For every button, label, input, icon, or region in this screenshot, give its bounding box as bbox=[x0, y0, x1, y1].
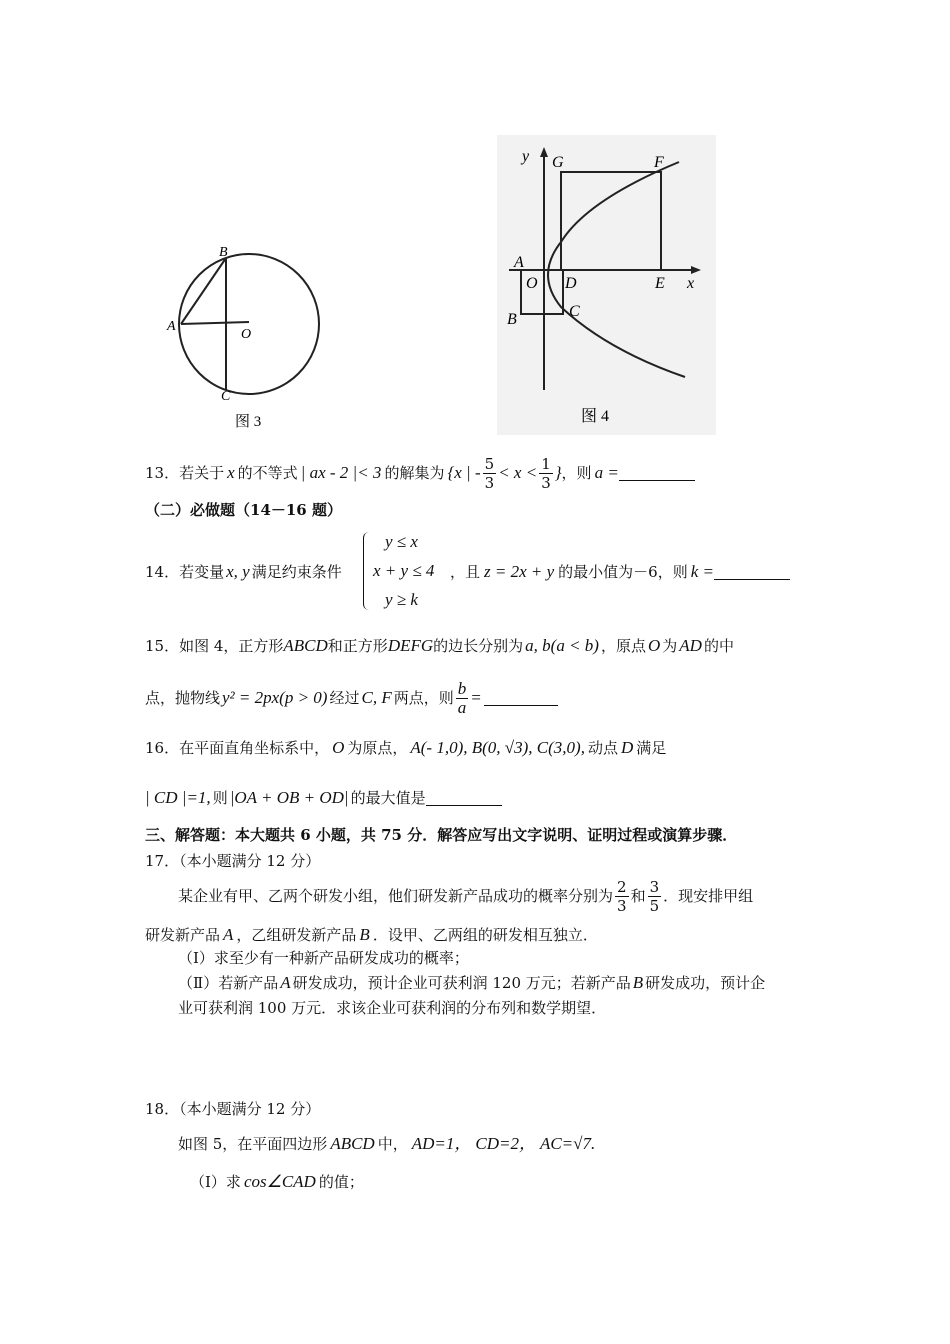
label-a: A bbox=[514, 254, 524, 271]
figure-3 bbox=[145, 238, 340, 438]
constraint-3: y ≥ k bbox=[385, 590, 418, 609]
constraint-2: x + y ≤ 4 bbox=[373, 561, 435, 580]
answer-blank-15[interactable] bbox=[484, 691, 558, 706]
constraint-1: y ≤ x bbox=[385, 532, 418, 551]
question-17-part-1: （Ⅰ）求至少有一种新产品研发成功的概率； bbox=[178, 949, 469, 967]
constraint-brace bbox=[363, 532, 372, 610]
answer-blank-14[interactable] bbox=[714, 565, 790, 580]
label-o: O bbox=[526, 275, 538, 292]
section-2-heading: （二）必做题（14－16 题） bbox=[145, 501, 342, 519]
label-b: B bbox=[507, 311, 517, 328]
y-axis-arrow bbox=[540, 147, 548, 157]
fraction-2-3: $\frac{2}{3}$ bbox=[617, 877, 627, 915]
question-17-line-2: 研发新产品 A ，乙组研发新产品 B ．设甲、乙两组的研发相互独立． bbox=[145, 925, 598, 944]
label-g: G bbox=[552, 154, 564, 171]
fraction-3-5: $\frac{3}{5}$ bbox=[649, 877, 660, 915]
vector-sum: |OA + OB + OD| bbox=[229, 788, 349, 807]
label-c: C bbox=[569, 303, 580, 320]
question-17-part-2: （Ⅱ）若新产品 A 研发成功，预计企业可获利润 120 万元；若新产品 B 研发成功，预计企 bbox=[178, 973, 766, 992]
question-17-header: 17．（本小题满分 12 分） bbox=[145, 852, 321, 870]
question-17-part-2-cont: 业可获利润 100 万元．求该企业可获利润的分布列和数学期望． bbox=[178, 999, 607, 1017]
question-14: 14．若变量 x, y 满足约束条件 y ≤ x x + y ≤ 4 y ≥ k ，且 z = 2x + y 的最小值为－6，则 k = bbox=[145, 530, 825, 614]
radius-ao bbox=[181, 322, 249, 324]
question-18-line-1: 如图 5，在平面四边形 ABCD 中， AD=1， CD=2， AC=√7. bbox=[178, 1134, 596, 1153]
circle-diagram bbox=[145, 238, 340, 438]
label-x: x bbox=[687, 275, 695, 292]
label-a: A bbox=[167, 319, 176, 334]
label-e: E bbox=[655, 275, 665, 292]
fraction-1-3: $\frac{1}{3}$ bbox=[541, 454, 551, 492]
question-17-line-1: 某企业有甲、乙两个研发小组，他们研发新产品成功的概率分别为 $\frac{2}{3}$ 和 $\frac{3}{5}$ ．现安排甲组 bbox=[178, 877, 754, 915]
label-y: y bbox=[522, 148, 530, 165]
answer-blank-16[interactable] bbox=[426, 791, 502, 806]
figure-4-caption: 图 4 bbox=[581, 408, 610, 425]
fraction-b-a: $\frac{b}{a}$ bbox=[457, 678, 467, 717]
question-16-line-1: 16．在平面直角坐标系中， O 为原点， A(- 1,0), B(0, √3), C(3,0), 动点 D 满足 bbox=[145, 738, 667, 757]
figure-4 bbox=[497, 135, 716, 435]
question-13: 13．若关于 x 的不等式 | ax - 2 |< 3 的解集为 {x | - $\frac{5}{3}$ < x < $\frac{1}{3}$ } ，则 a = bbox=[145, 452, 695, 494]
label-d: D bbox=[565, 275, 577, 292]
question-15-line-2: 点，抛物线 y² = 2px(p > 0) 经过 C, F 两点，则 $\frac{b}{a}$ = bbox=[145, 676, 558, 720]
label-b: B bbox=[219, 245, 228, 260]
section-3-heading: 三、解答题：本大题共 6 小题，共 75 分．解答应写出文字说明、证明过程或演算步骤． bbox=[145, 826, 738, 844]
fraction-5-3: $\frac{5}{3}$ bbox=[484, 454, 495, 492]
label-c: C bbox=[221, 389, 231, 404]
label-f: F bbox=[654, 154, 664, 171]
square-defg bbox=[561, 172, 661, 270]
question-15-line-1: 15．如图 4，正方形 ABCD 和正方形 DEFG 的边长分别为 a, b(a < b) ，原点 O 为 AD 的中 bbox=[145, 636, 734, 655]
x-axis-arrow bbox=[691, 266, 701, 274]
parabola-diagram bbox=[497, 135, 716, 435]
question-16-line-2: | CD |=1, 则 |OA + OB + OD| 的最大值是 bbox=[145, 788, 502, 808]
label-o: O bbox=[241, 327, 252, 342]
answer-blank-13[interactable] bbox=[619, 466, 695, 481]
question-18-part-1: （Ⅰ）求 cos∠CAD 的值； bbox=[190, 1172, 364, 1191]
question-18-header: 18．（本小题满分 12 分） bbox=[145, 1100, 321, 1118]
figure-3-caption: 图 3 bbox=[235, 414, 262, 430]
